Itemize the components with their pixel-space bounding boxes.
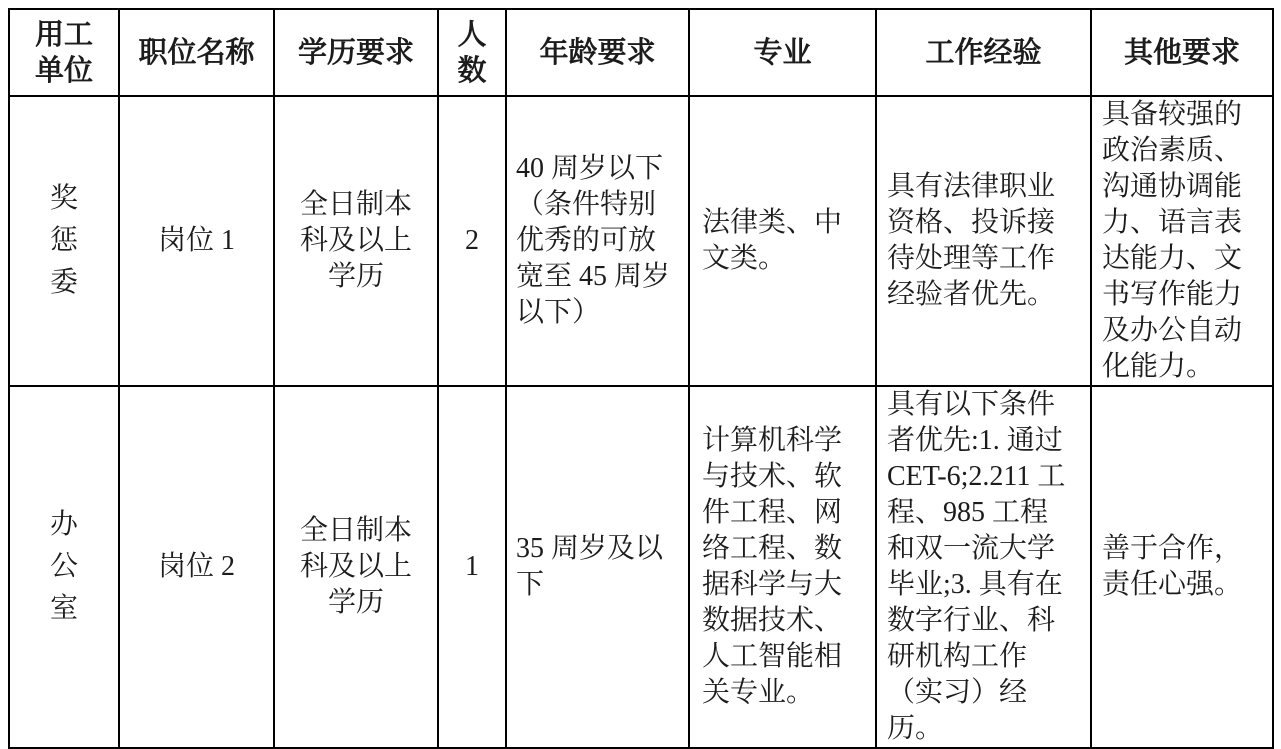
header-age-requirement: 年龄要求 [506,9,689,96]
table-row [9,96,1273,386]
cell-experience: 具有法律职业资格、投诉接待处理等工作经验者优先。 [876,96,1091,386]
cell-position: 岗位 2 [119,386,274,748]
cell-headcount: 2 [438,96,506,386]
cell-position: 岗位 1 [119,96,274,386]
table-row [9,386,1273,748]
cell-unit-text: 奖惩委 [49,183,78,298]
cell-age: 35 周岁及以下 [506,386,689,748]
cell-education-text: 全日制本科及以上学历 [299,189,412,292]
cell-education [274,386,438,748]
cell-experience: 具有以下条件者优先:1. 通过CET-6;2.211 工程、985 工程和双一流大学毕业;3. 具有在数字行业、科研机构工作（实习）经历。 [876,386,1091,748]
header-work-experience: 工作经验 [876,9,1091,96]
cell-education [274,96,438,386]
cell-education-text: 全日制本科及以上学历 [299,515,412,618]
header-row [9,9,1273,96]
cell-major: 计算机科学与技术、软件工程、网络工程、数据科学与大数据技术、人工智能相关专业。 [689,386,876,748]
cell-unit [9,386,119,748]
header-education-requirement: 学历要求 [274,9,438,96]
header-employer-unit-label: 用工单位 [34,18,93,87]
header-major: 专业 [689,9,876,96]
header-other-requirements: 其他要求 [1091,9,1273,96]
recruitment-table [8,8,1274,749]
header-headcount [438,9,506,96]
cell-unit [9,96,119,386]
header-employer-unit [9,9,119,96]
cell-other: 具备较强的政治素质、沟通协调能力、语言表达能力、文书写作能力及办公自动化能力。 [1091,96,1273,386]
header-position-name: 职位名称 [119,9,274,96]
cell-major: 法律类、中文类。 [689,96,876,386]
cell-unit-text: 办公室 [49,509,78,624]
cell-other: 善于合作，责任心强。 [1091,386,1273,748]
cell-headcount: 1 [438,386,506,748]
cell-age: 40 周岁以下（条件特别优秀的可放宽至 45 周岁以下） [506,96,689,386]
header-headcount-label: 人数 [457,18,487,87]
